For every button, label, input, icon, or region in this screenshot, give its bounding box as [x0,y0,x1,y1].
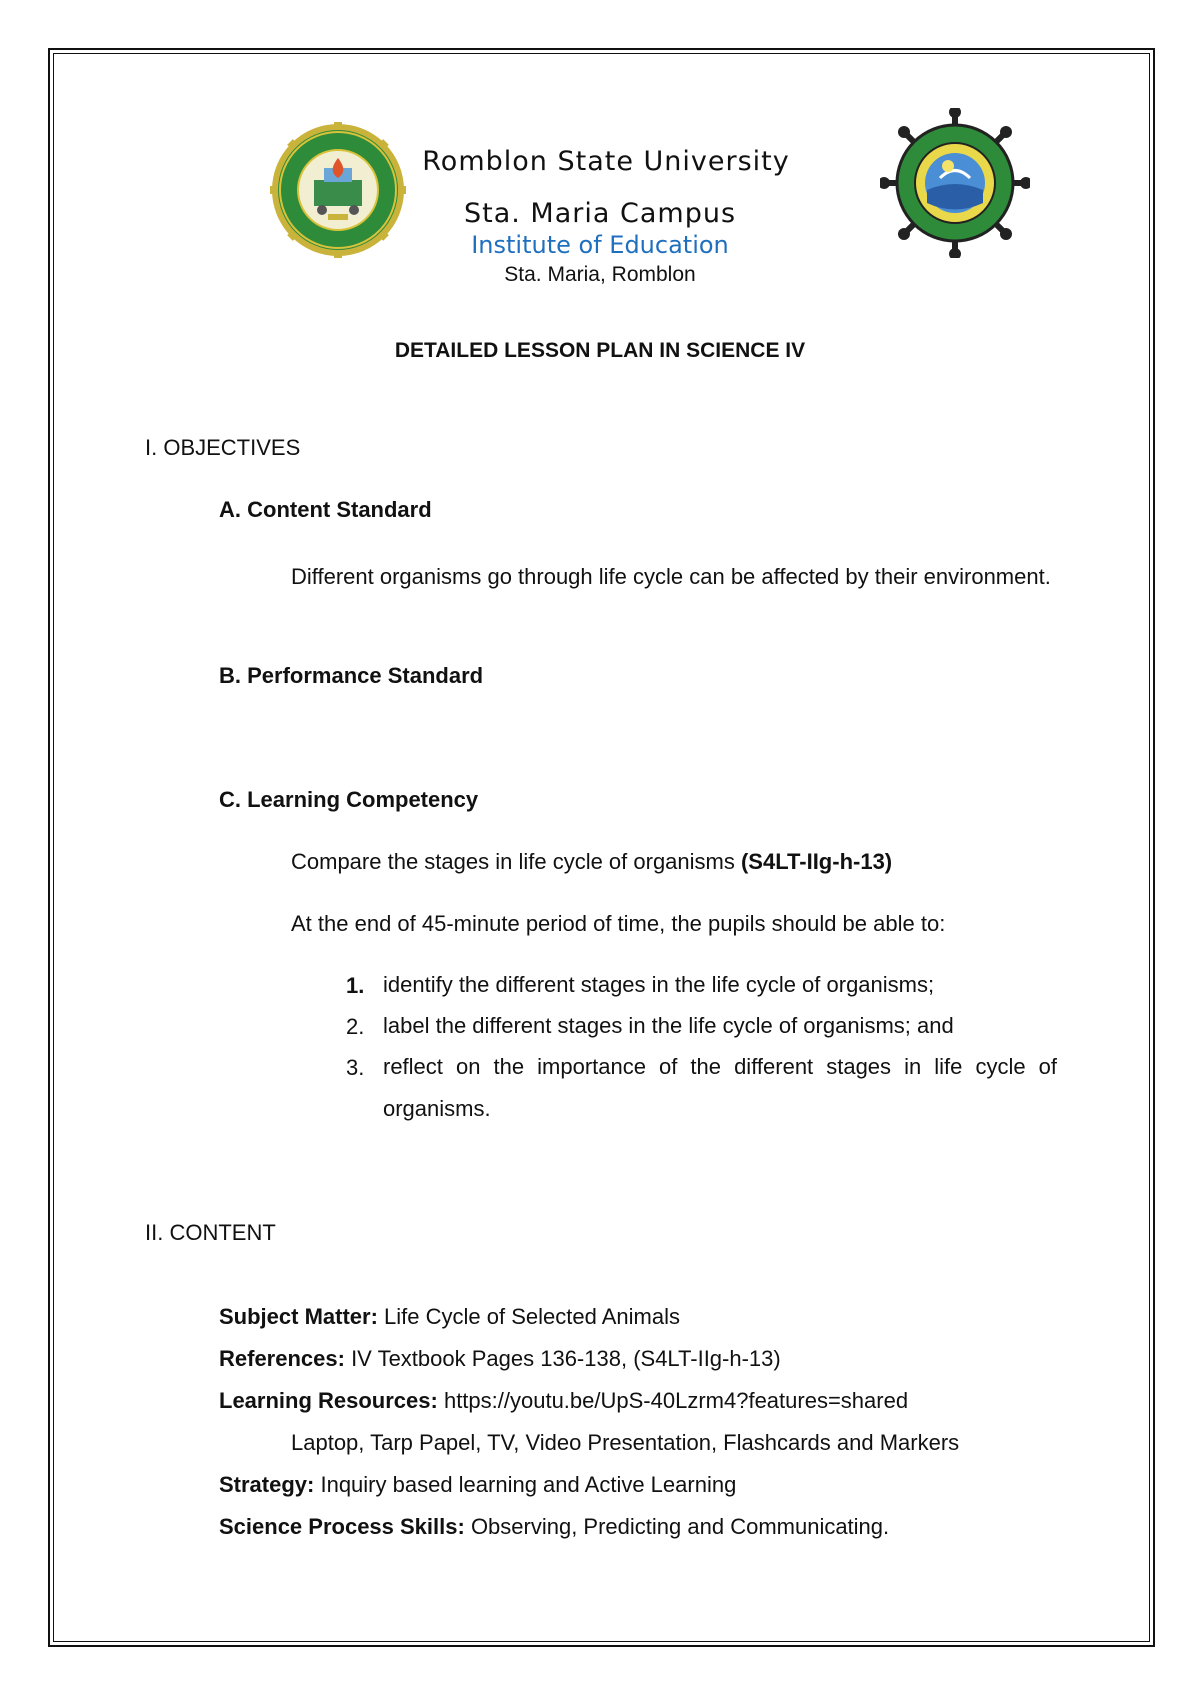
list-item-number: 3. [346,1055,365,1080]
learning-resources-line [219,1388,908,1414]
references-line [219,1346,781,1372]
competency-statement [291,849,892,875]
references-value: IV Textbook Pages 136-138, (S4LT-IIg-h-13) [344,1346,781,1371]
subject-matter-value: Life Cycle of Selected Animals [377,1304,680,1329]
performance-standard-heading: B. Performance Standard [219,663,484,688]
list-item: identify the different stages in the life cycle of organisms; [383,972,935,997]
campus-address: Sta. Maria, Romblon [504,263,696,286]
strategy-value: Inquiry based learning and Active Learning [314,1472,737,1497]
subject-matter-label: Subject Matter: [219,1304,378,1329]
content-standard-text: Different organisms go through life cycle can be affected by their environment. [291,564,1051,589]
content-standard-heading: A. Content Standard [219,497,432,522]
process-skills-label: Science Process Skills: [219,1514,465,1539]
institute-name: Institute of Education [471,231,729,259]
learning-resources-label: Learning Resources: [219,1388,438,1413]
list-item: reflect on the importance of the different stages in life cycle of organisms. [383,1054,1057,1121]
process-skills-line [219,1514,889,1540]
list-item-number: 2. [346,1014,365,1039]
competency-code: (S4LT-IIg-h-13) [740,849,893,874]
campus-name: Sta. Maria Campus [463,198,737,229]
learning-resources-materials: Laptop, Tarp Papel, TV, Video Presentation, Flashcards and Markers [291,1430,960,1455]
subject-matter-line [219,1304,680,1330]
objectives-heading: I. OBJECTIVES [145,435,301,460]
competency-text: Compare the stages in life cycle of organisms [291,849,741,874]
document-title: DETAILED LESSON PLAN IN SCIENCE IV [394,339,806,362]
strategy-line [219,1472,736,1498]
learning-competency-heading: C. Learning Competency [219,787,479,812]
list-item: label the different stages in the life cycle of organisms; and [383,1013,954,1038]
content-heading: II. CONTENT [145,1220,276,1245]
objectives-intro: At the end of 45-minute period of time, the pupils should be able to: [291,911,946,936]
references-label: References: [219,1346,345,1371]
list-item-number: 1. [346,973,365,998]
strategy-label: Strategy: [219,1472,315,1497]
process-skills-value: Observing, Predicting and Communicating. [464,1514,890,1539]
university-name: Romblon State University [422,146,790,177]
learning-resources-link[interactable]: https://youtu.be/UpS-40Lzrm4?features=shared [437,1388,909,1413]
